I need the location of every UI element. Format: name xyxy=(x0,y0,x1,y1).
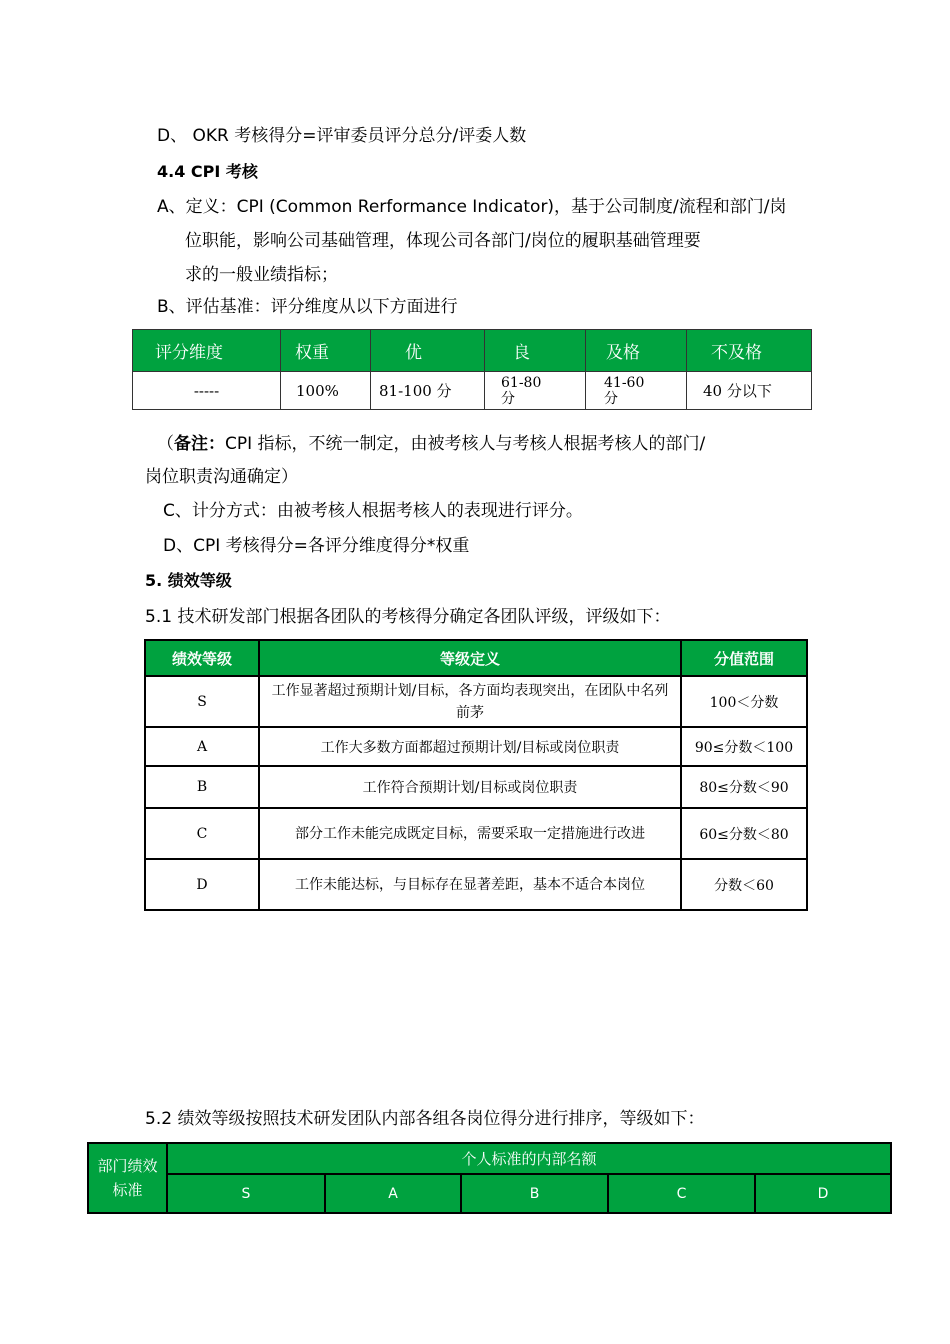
cpi-definition-line-2: 位职能，影响公司基础管理，体现公司各部门/岗位的履职基础管理要 xyxy=(185,231,701,251)
range-cell: 90≤分数＜100 xyxy=(681,727,807,766)
grade-cell: B xyxy=(145,766,259,808)
header-good: 良 xyxy=(485,330,586,372)
cpi-definition-line-1: A、定义：CPI (Common Rerformance Indicator)，基于公司制度/流程和部门/岗 xyxy=(157,197,787,217)
note-text: CPI 指标，不统一制定，由被考核人与考核人根据考核人的部门/ xyxy=(225,434,706,454)
cell-excellent-range: 81-100 分 xyxy=(371,372,485,410)
definition-cell: 工作未能达标，与目标存在显著差距，基本不适合本岗位 xyxy=(259,859,681,910)
internal-quota-header: 个人标准的内部名额 xyxy=(167,1143,891,1174)
range-cell: 100＜分数 xyxy=(681,676,807,727)
scoring-method-line: C、计分方式：由被考核人根据考核人的表现进行评分。 xyxy=(163,501,583,521)
definition-cell: 工作大多数方面都超过预期计划/目标或岗位职责 xyxy=(259,727,681,766)
definition-cell: 工作符合预期计划/目标或岗位职责 xyxy=(259,766,681,808)
quota-col-a: A xyxy=(325,1174,461,1213)
range-cell: 60≤分数＜80 xyxy=(681,808,807,859)
evaluation-basis-line: B、评估基准：评分维度从以下方面进行 xyxy=(157,297,458,317)
grade-cell: S xyxy=(145,676,259,727)
header-pass: 及格 xyxy=(586,330,687,372)
note-open-paren: （ xyxy=(157,434,174,454)
header-definition: 等级定义 xyxy=(259,640,681,676)
table-row xyxy=(145,808,807,859)
header-dimension: 评分维度 xyxy=(133,330,281,372)
definition-cell: 工作显著超过预期计划/目标，各方面均表现突出，在团队中名列前茅 xyxy=(259,676,681,727)
table-row xyxy=(145,676,807,727)
quota-table xyxy=(87,1142,892,1214)
header-excellent: 优 xyxy=(371,330,485,372)
table-row xyxy=(145,859,807,910)
note-line-1 xyxy=(157,432,705,456)
note-line-2: 岗位职责沟通确定） xyxy=(145,467,298,487)
range-cell: 分数＜60 xyxy=(681,859,807,910)
table-row xyxy=(145,727,807,766)
table-row xyxy=(145,766,807,808)
cpi-scoring-table xyxy=(132,329,812,410)
section-5-1-line: 5.1 技术研发部门根据各团队的考核得分确定各团队评级，评级如下： xyxy=(145,607,671,627)
header-fail: 不及格 xyxy=(687,330,812,372)
cell-dimension: ----- xyxy=(133,372,281,410)
cpi-heading: 4.4 CPI 考核 xyxy=(157,162,258,181)
quota-col-b: B xyxy=(461,1174,608,1213)
header-weight: 权重 xyxy=(281,330,371,372)
cell-weight: 100% xyxy=(281,372,371,410)
grade-cell: D xyxy=(145,859,259,910)
grade-cell: C xyxy=(145,808,259,859)
section-5-heading: 5. 绩效等级 xyxy=(145,571,232,590)
cpi-score-line: D、CPI 考核得分=各评分维度得分*权重 xyxy=(163,536,470,556)
quota-col-c: C xyxy=(608,1174,755,1213)
performance-grade-table xyxy=(144,639,808,911)
cpi-definition-line-3: 求的一般业绩指标； xyxy=(185,265,338,285)
cell-pass-range: 41-60 分 xyxy=(586,372,687,410)
section-5-2-line: 5.2 绩效等级按照技术研发团队内部各组各岗位得分进行排序，等级如下： xyxy=(145,1109,705,1129)
cell-good-range: 61-80 分 xyxy=(485,372,586,410)
okr-score-line: D、 OKR 考核得分=评审委员评分总分/评委人数 xyxy=(157,126,527,146)
header-score-range: 分值范围 xyxy=(681,640,807,676)
grade-cell: A xyxy=(145,727,259,766)
quota-col-s: S xyxy=(167,1174,325,1213)
quota-col-d: D xyxy=(755,1174,891,1213)
note-label: 备注： xyxy=(174,434,225,454)
department-standard-header: 部门绩效标准 xyxy=(88,1143,167,1213)
cell-fail-range: 40 分以下 xyxy=(687,372,812,410)
definition-cell: 部分工作未能完成既定目标，需要采取一定措施进行改进 xyxy=(259,808,681,859)
header-grade: 绩效等级 xyxy=(145,640,259,676)
range-cell: 80≤分数＜90 xyxy=(681,766,807,808)
